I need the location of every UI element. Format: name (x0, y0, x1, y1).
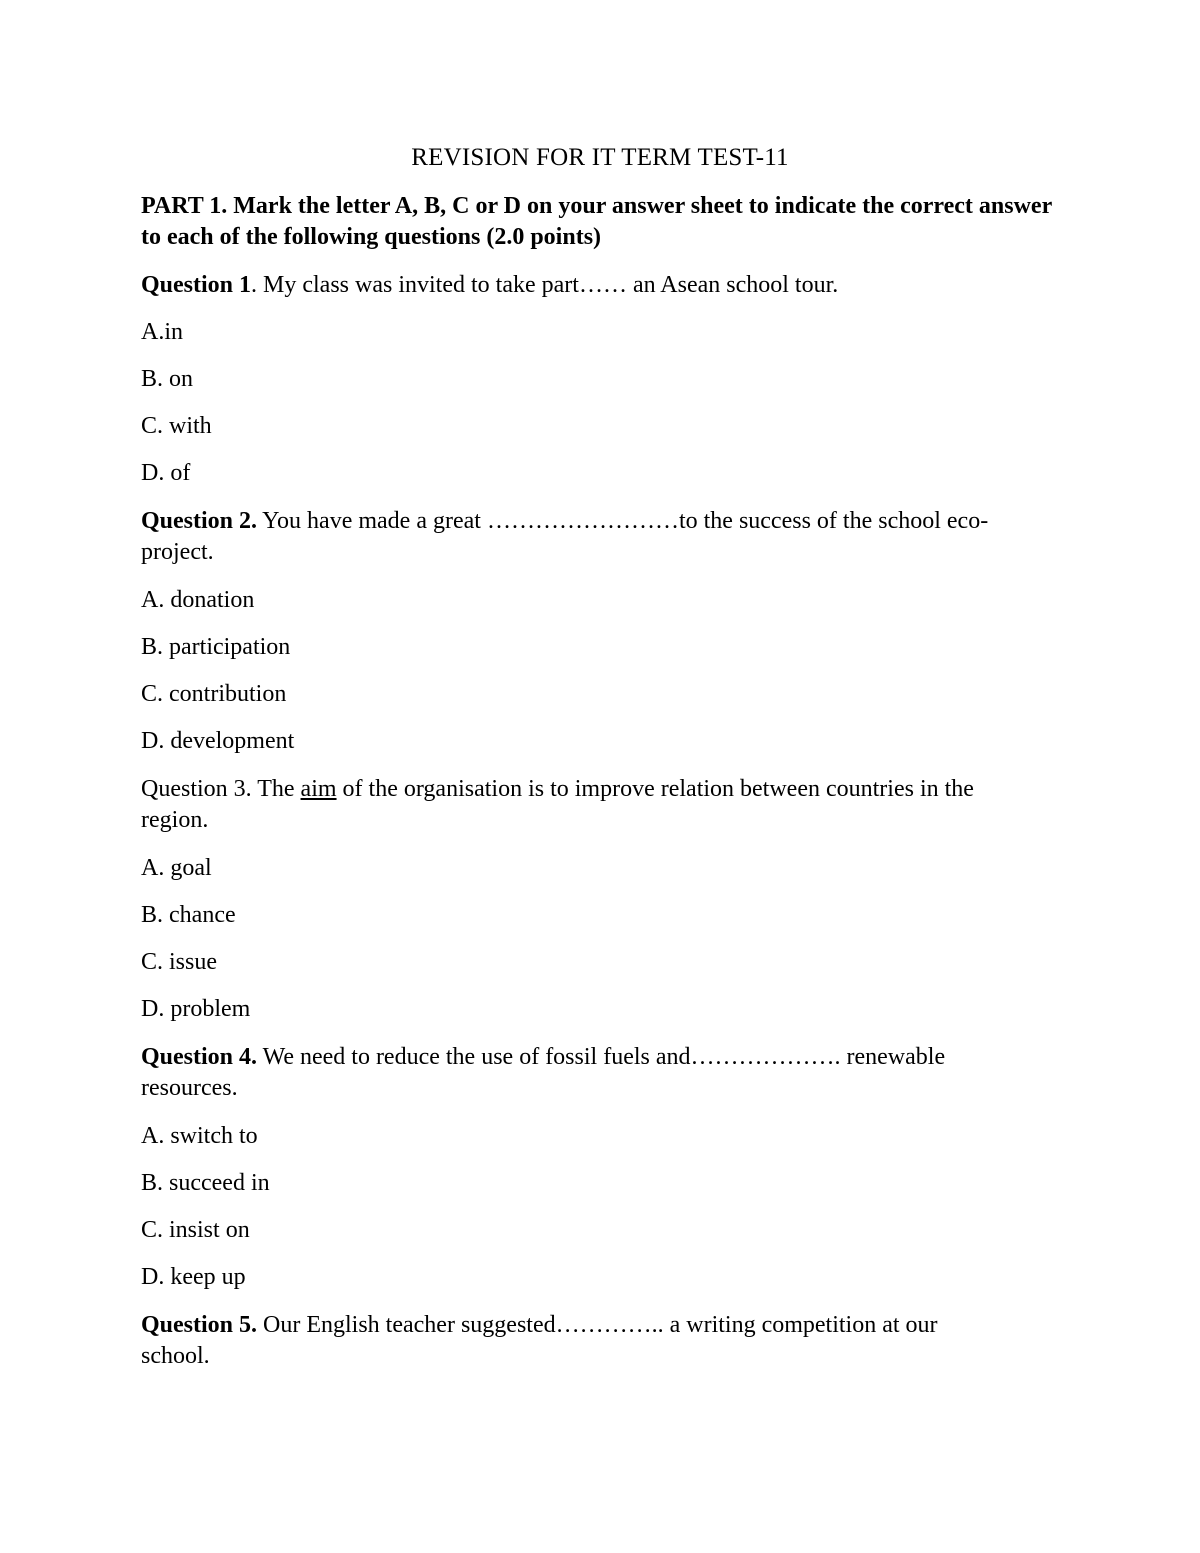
document-title: REVISION FOR IT TERM TEST-11 (411, 144, 789, 171)
question-5-continuation: school. (141, 1343, 210, 1369)
question-3-option-c: C. issue (141, 949, 218, 975)
question-3 (141, 774, 1061, 805)
question-2-option-a: A. donation (141, 587, 255, 613)
question-1-option-c: C. with (141, 413, 212, 439)
question-3-text-end: of the organisation is to improve relation between countries in the (336, 776, 974, 802)
question-5-label: Question 5. (141, 1312, 258, 1338)
question-3-text-start: Question 3. The (141, 776, 301, 802)
question-4 (141, 1042, 1061, 1073)
question-4-option-d: D. keep up (141, 1264, 246, 1290)
question-1-option-b: B. on (141, 366, 194, 392)
question-2-continuation: project. (141, 539, 214, 565)
question-4-option-b: B. succeed in (141, 1170, 270, 1196)
question-5-text: Our English teacher suggested………….. a writing competition at our (257, 1312, 938, 1338)
question-4-option-c: C. insist on (141, 1217, 250, 1243)
question-2-option-b: B. participation (141, 634, 291, 660)
question-1-option-a: A.in (141, 319, 183, 345)
question-5 (141, 1310, 1061, 1341)
question-4-text: We need to reduce the use of fossil fuels and………………. renewable (257, 1044, 946, 1070)
question-2-label: Question 2. (141, 508, 258, 534)
question-3-option-b: B. chance (141, 902, 236, 928)
question-2 (141, 506, 1061, 537)
question-4-continuation: resources. (141, 1075, 238, 1101)
question-1-text: . My class was invited to take part…… an Asean school tour. (251, 272, 839, 298)
question-4-option-a: A. switch to (141, 1123, 258, 1149)
question-3-option-d: D. problem (141, 996, 251, 1022)
question-1-option-d: D. of (141, 460, 191, 486)
question-3-option-a: A. goal (141, 855, 212, 881)
question-3-continuation: region. (141, 807, 209, 833)
question-2-text: You have made a great ……………………to the success of the school eco- (257, 508, 989, 534)
question-2-option-d: D. development (141, 728, 295, 754)
question-2-option-c: C. contribution (141, 681, 287, 707)
part1-instruction: PART 1. Mark the letter A, B, C or D on your answer sheet to indicate the correct answer to each of the following questions (2.0 points) (141, 193, 1052, 250)
question-1-label: Question 1 (141, 272, 252, 298)
question-3-keyword: aim (300, 776, 337, 802)
question-4-label: Question 4. (141, 1044, 258, 1070)
question-1 (141, 270, 1061, 301)
